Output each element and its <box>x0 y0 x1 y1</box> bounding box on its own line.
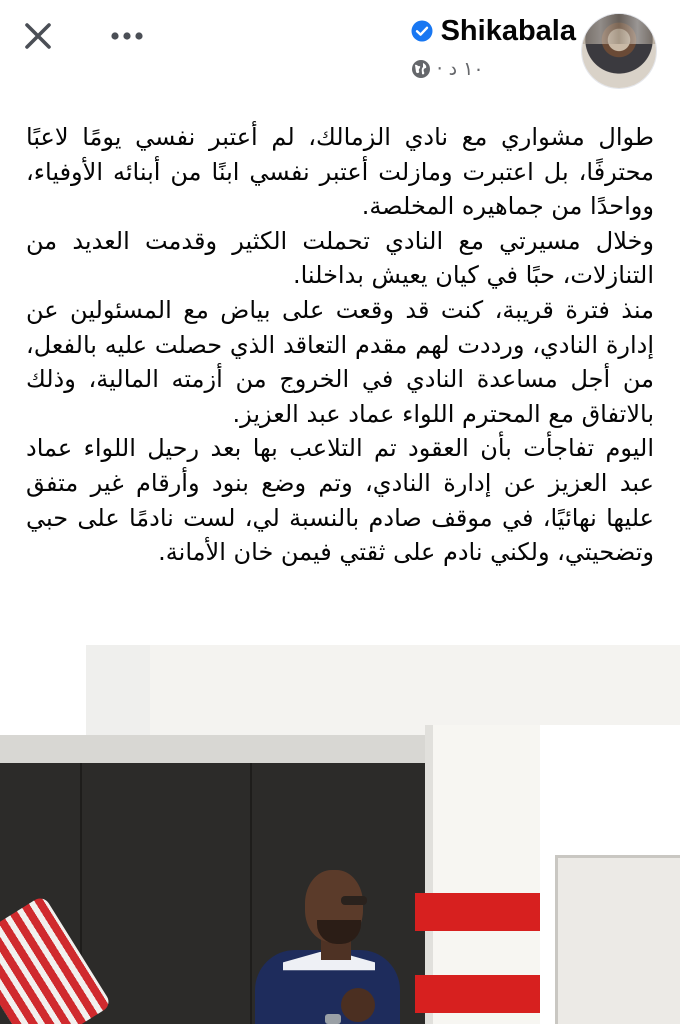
post-photo[interactable] <box>0 645 680 1024</box>
author-name[interactable]: Shikabala <box>440 15 576 47</box>
more-options-button[interactable] <box>104 16 150 56</box>
post-paragraph: وخلال مسيرتي مع النادي تحملت الكثير وقدمت العديد من التنازلات، حبًا في كيان يعيش بداخلنا. <box>26 226 654 290</box>
photo-shadow <box>0 735 430 765</box>
post-paragraph: منذ فترة قريبة، كنت قد وقعت على بياض مع المسئولين عن إدارة النادي، ورددت لهم مقدم التعاقد الذي حصلت عليه بالفعل، من أجل مساعدة النادي في الخروج من أزمته المالية، وذلك بالاتفاق مع المحترم اللواء عماد عبد العزيز. <box>26 295 654 428</box>
verified-badge-icon <box>411 20 433 42</box>
post-text <box>26 120 654 570</box>
more-horizontal-icon <box>110 31 144 41</box>
post-paragraph: اليوم تفاجأت بأن العقود تم التلاعب بها بعد رحيل اللواء عماد عبد العزيز عن إدارة النادي، وتم وضع بنود وأرقام غير متفق عليها نهائيًا، في موقف صادم بالنسبة لي، لست نادمًا على حبي وتضحيتي، ولكني نادم على ثقتي فيمن خان الأمانة. <box>26 434 654 567</box>
author-avatar[interactable] <box>582 14 656 88</box>
photo-red-stripe <box>415 893 540 931</box>
close-button[interactable] <box>18 16 58 56</box>
author-block <box>411 14 576 80</box>
post-time[interactable]: ١٠ د <box>448 58 484 80</box>
globe-icon[interactable] <box>411 59 431 79</box>
avatar-background <box>582 14 656 44</box>
post-paragraph: طوال مشواري مع نادي الزمالك، لم أعتبر نفسي يومًا لاعبًا محترفًا، بل اعتبرت ومازلت أعتبر نفسي ابنًا من أبنائه الأوفياء، وواحدًا من جماهيره المخلصة. <box>26 123 654 221</box>
photo-person <box>255 870 400 1024</box>
post-header <box>0 0 680 110</box>
meta-separator: · <box>436 58 443 80</box>
photo-red-stripe <box>415 975 540 1013</box>
photo-window <box>555 855 680 1024</box>
close-icon <box>23 21 53 51</box>
photo-gate-seam <box>250 763 252 1024</box>
post-meta <box>411 58 576 80</box>
